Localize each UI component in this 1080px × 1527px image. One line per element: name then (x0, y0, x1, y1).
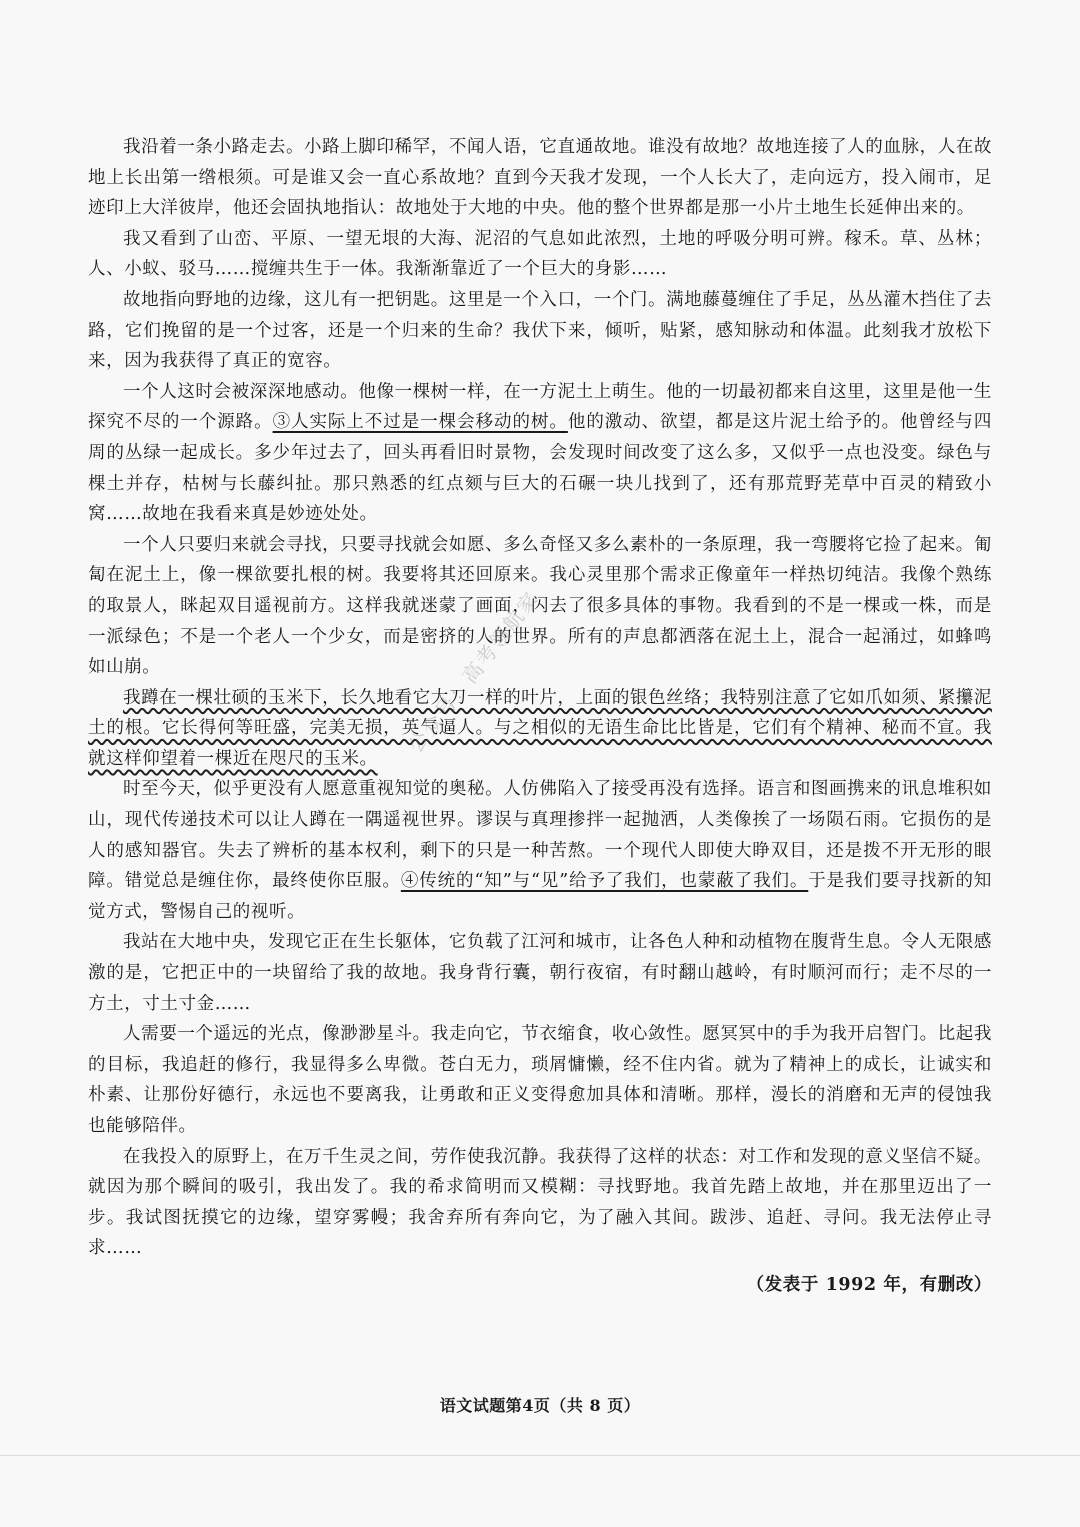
paragraph-6 (88, 683, 992, 775)
paragraph-7-before: 时至今天，似乎更没有人愿意重视知觉的奥秘。人仿佛陷入了接受再没有选择。语言和图画携来的讯息堆积如山，现代传递技术可以让人蹲在一隅遥视世界。谬误与真理掺拌一起抛洒，人类像挨了一场陨石雨。它损伤的是人的感知器官。失去了辨析的基本权利，剩下的只是一种苦熬。一个现代人即使大睁双目，还是拨不开无形的眼障。错觉总是缠住你，最终使你臣服。 (88, 779, 992, 892)
paragraph-7-after: 于是我们要寻找新的知觉方式，警惕自己的视听。 (88, 871, 993, 922)
page-footer: 语文试题第4页（共 8 页） (439, 1396, 641, 1415)
article-body (88, 132, 992, 1300)
paragraph-4 (88, 377, 992, 530)
paragraph-3: 故地指向野地的边缘，这儿有一把钥匙。这里是一个入口，一个门。满地藤蔓缠住了手足，丛丛灌木挡住了去路，它们挽留的是一个过客，还是一个归来的生命？我伏下来，倾听，贴紧，感知脉动和体温。此刻我才放松下来，因为我获得了真正的宽容。 (88, 289, 992, 372)
wavy-underlined-passage: 我蹲在一棵壮硕的玉米下，长久地看它大刀一样的叶片，上面的银色丝络；我特别注意了它如爪如须、紧攥泥土的根。它长得何等旺盛，完美无损，英气逼人。与之相似的无语生命比比皆是，它们有个精神、秘而不宣。我就这样仰望着一棵近在咫尺的玉米。 (88, 687, 992, 769)
paragraph-5: 一个人只要归来就会寻找，只要寻找就会如愿、多么奇怪又多么素朴的一条原理，我一弯腰将它捡了起来。匍匐在泥土上，像一棵欲要扎根的树。我要将其还回原来。我心灵里那个需求正像童年一样热切纯洁。我像个熟练的取景人，眯起双目遥视前方。这样我就迷蒙了画面，闪去了很多具体的事物。我看到的不是一棵或一株，而是一派绿色；不是一个老人一个少女，而是密挤的人的世界。所有的声息都洒落在泥土上，混合一起涌过，如蜂鸣如山崩。 (88, 534, 992, 678)
underlined-sentence-3: ③人实际上不过是一棵会移动的树。 (272, 412, 568, 433)
source-note: （发表于 1992 年，有删改） (746, 1274, 992, 1295)
paragraph-7 (88, 774, 992, 927)
underlined-sentence-4: ④传统的“知”与“见”给予了我们，也蒙蔽了我们。 (400, 871, 809, 892)
watermark-text: 公众号：高考领航家 (403, 586, 544, 758)
paragraph-1: 我沿着一条小路走去。小路上脚印稀罕，不闻人语，它直通故地。谁没有故地？故地连接了人的血脉，人在故地上长出第一绺根须。可是谁又会一直心系故地？直到今天我才发现，一个人长大了，走向远方，投入闹市，足迹印上大洋彼岸，他还会固执地指认：故地处于大地的中央。他的整个世界都是那一小片土地生长延伸出来的。 (88, 137, 992, 219)
paragraph-4-after: 他的激动、欲望，都是这片泥土给予的。他曾经与四周的丛绿一起成长。多少年过去了，回头再看旧时景物，会发现时间改变了这么多，又似乎一点也没变。绿色与棵土并存，枯树与长藤纠扯。那只熟悉的红点颏与巨大的石碾一块儿找到了，还有那荒野芜草中百灵的精致小窝……故地在我看来真是妙迹处处。 (88, 412, 992, 525)
bottom-divider (0, 1455, 1080, 1456)
paragraph-9: 人需要一个遥远的光点，像渺渺星斗。我走向它，节衣缩食，收心敛性。愿冥冥中的手为我开启智门。比起我的目标，我追赶的修行，我显得多么卑微。苍白无力，琐屑慵懒，经不住内省。就为了精神上的成长，让诚实和朴素、让那份好德行，永远也不要离我，让勇敢和正义变得愈加具体和清晰。那样，漫长的消磨和无声的侵蚀我也能够陪伴。 (88, 1024, 992, 1136)
paragraph-4-before: 一个人这时会被深深地感动。他像一棵树一样，在一方泥土上萌生。他的一切最初都来自这里，这里是他一生探究不尽的一个源路。 (88, 381, 992, 433)
paragraph-2: 我又看到了山峦、平原、一望无垠的大海、泥沼的气息如此浓烈，土地的呼吸分明可辨。稼禾。草、丛林；人、小蚁、驳马……搅缠共生于一体。我渐渐靠近了一个巨大的身影…… (88, 228, 992, 280)
paragraph-10: 在我投入的原野上，在万千生灵之间，劳作使我沉静。我获得了这样的状态：对工作和发现的意义坚信不疑。就因为那个瞬间的吸引，我出发了。我的希求简明而又模糊：寻找野地。我首先踏上故地，并在那里迈出了一步。我试图抚摸它的边缘，望穿雾幔；我舍弃所有奔向它，为了融入其间。跋涉、追赶、寻问。我无法停止寻求…… (88, 1146, 992, 1259)
paragraph-8: 我站在大地中央，发现它正在生长躯体，它负载了江河和城市，让各色人种和动植物在腹背生息。令人无限感激的是，它把正中的一块留给了我的故地。我身背行囊，朝行夜宿，有时翻山越岭，有时顺河而行；走不尽的一方土，寸土寸金…… (88, 932, 992, 1014)
